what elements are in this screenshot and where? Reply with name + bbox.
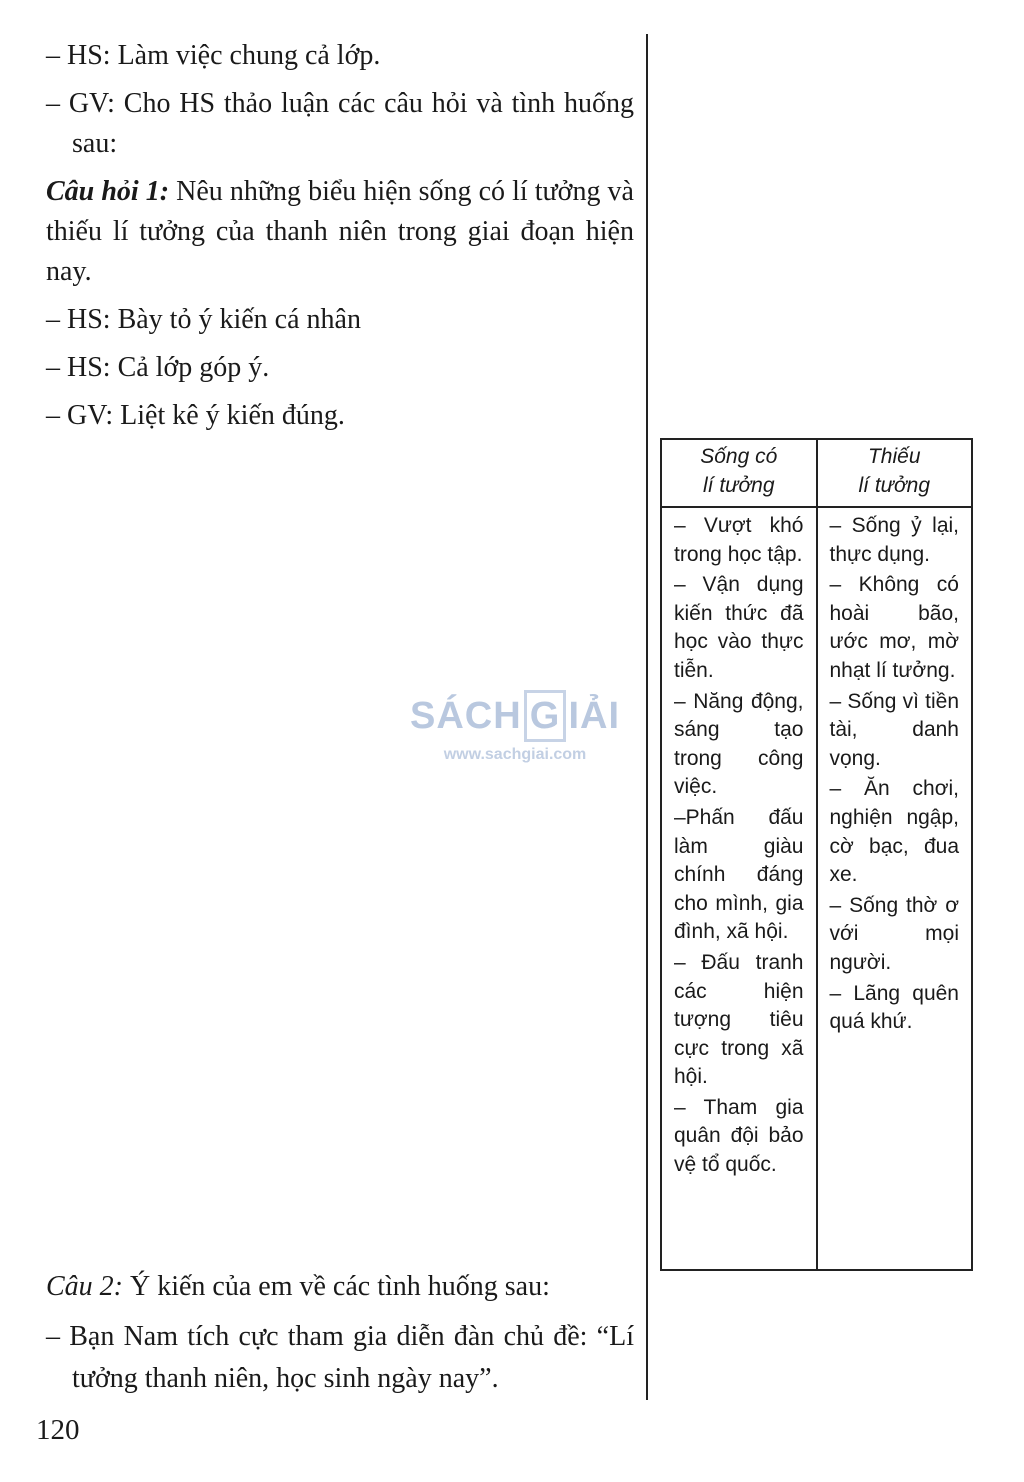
header-living-with-ideals xyxy=(661,439,817,507)
list-item: – Vượt khó trong học tập. xyxy=(674,514,804,566)
column-divider xyxy=(646,34,648,1400)
table-header-row xyxy=(661,439,972,507)
question-2-block xyxy=(46,1266,634,1408)
watermark-brand-part1: SÁCH xyxy=(410,694,522,737)
list-item: – Vận dụng kiến thức đã học vào thực tiễn. xyxy=(674,573,804,682)
header-col2-line1: Thiếu xyxy=(867,445,921,468)
list-item: – Sống ỷ lại, thực dụng. xyxy=(829,514,959,566)
watermark-brand xyxy=(410,690,620,742)
cell-living-with-ideals xyxy=(661,507,817,1270)
list-item: – Không có hoài bão, ước mơ, mờ nhạt lí tưởng. xyxy=(829,573,959,682)
situation-item-1: – Bạn Nam tích cực tham gia diễn đàn chủ đề: “Lí tưởng thanh niên, học sinh ngày nay”. xyxy=(46,1321,634,1394)
watermark-brand-part2: IẢI xyxy=(568,694,620,737)
cell-lacking-ideals xyxy=(817,507,973,1270)
question-2-label: Câu 2: xyxy=(46,1271,123,1302)
question-1 xyxy=(46,172,634,292)
activity-line-5: – GV: Liệt kê ý kiến đúng. xyxy=(46,400,345,431)
list-item: – Lãng quên quá khứ. xyxy=(829,981,959,1034)
list-item: –Phấn đấu làm giàu chính đáng cho mình, gia đình, xã hội. xyxy=(674,805,804,944)
question-2 xyxy=(46,1266,634,1308)
list-item: – Năng động, sáng tạo trong công việc. xyxy=(674,689,804,799)
question-1-text: Nêu những biểu hiện sống có lí tưởng và thiếu lí tưởng của thanh niên trong giai đoạn hiện nay. xyxy=(46,176,634,287)
question-1-label: Câu hỏi 1: xyxy=(46,176,170,207)
comparison-table xyxy=(660,438,973,1271)
list-item: – Sống vì tiền tài, danh vọng. xyxy=(829,689,959,770)
watermark-url: www.sachgiai.com xyxy=(443,746,587,763)
question-2-text: Ý kiến của em về các tình huống sau: xyxy=(123,1271,550,1302)
activity-line-2: – GV: Cho HS thảo luận các câu hỏi và tình huống sau: xyxy=(46,88,634,159)
activity-line-3: – HS: Bày tỏ ý kiến cá nhân xyxy=(46,304,361,335)
header-col1-line1: Sống có xyxy=(700,445,778,468)
left-column xyxy=(46,36,634,444)
table-row xyxy=(661,507,972,1270)
header-lacking-ideals xyxy=(817,439,973,507)
watermark-g-box: G xyxy=(524,690,567,742)
watermark-logo xyxy=(410,690,620,764)
header-col2-line2: lí tưởng xyxy=(858,473,931,497)
page-number: 120 xyxy=(36,1414,80,1446)
header-col1-line2: lí tưởng xyxy=(702,473,775,497)
list-item: – Ăn chơi, nghiện ngập, cờ bạc, đua xe. xyxy=(829,777,959,887)
activity-line-4: – HS: Cả lớp góp ý. xyxy=(46,352,270,383)
list-item: – Sống thờ ơ với mọi người. xyxy=(829,893,959,974)
list-item: – Tham gia quân đội bảo vệ tổ quốc. xyxy=(674,1095,804,1177)
activity-line-1: – HS: Làm việc chung cả lớp. xyxy=(46,40,381,71)
list-item: – Đấu tranh các hiện tượng tiêu cực trong xã hội. xyxy=(674,950,804,1089)
